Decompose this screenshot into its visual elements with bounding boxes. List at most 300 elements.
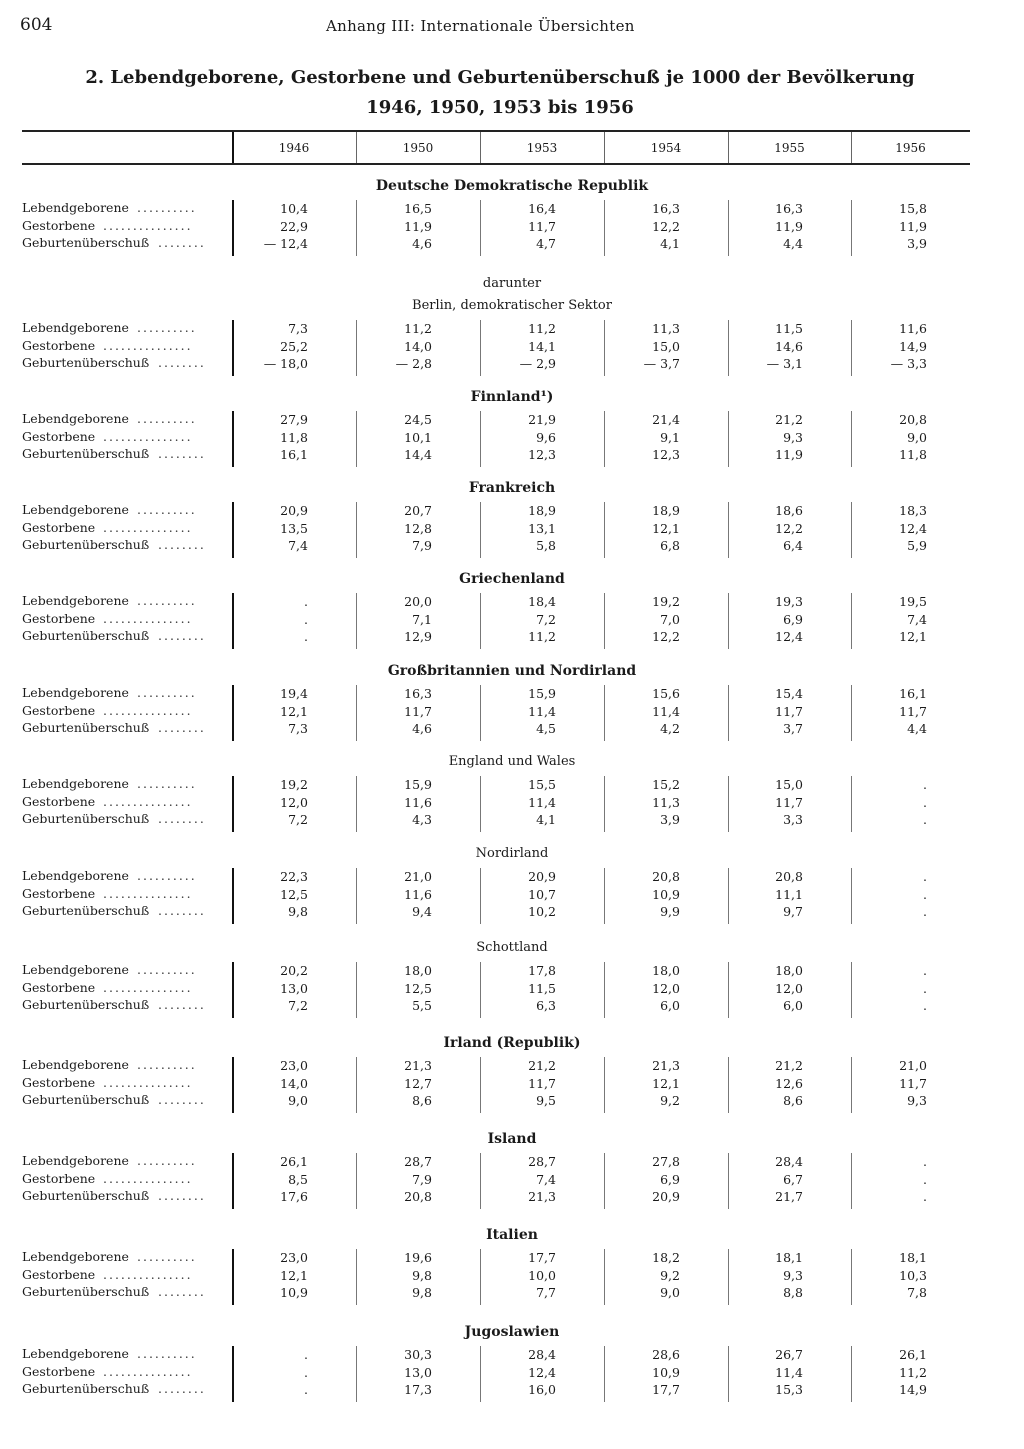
row-label: Geburtenüberschuß — [22, 997, 150, 1012]
leader-dots: .......... — [137, 1346, 197, 1361]
table-cell: 10,0 — [528, 1267, 556, 1283]
table-cell: — 2,9 — [519, 356, 556, 371]
table-cell: 20,8 — [652, 869, 680, 884]
table-cell: 7,1 — [412, 611, 432, 627]
data-block — [0, 1249, 1024, 1306]
table-cell: 26,1 — [280, 1154, 308, 1169]
table-cell: 14,9 — [899, 1382, 927, 1397]
table-cell: — 18,0 — [263, 356, 308, 371]
table-cell: 21,3 — [652, 1058, 680, 1073]
table-cell: 4,1 — [660, 236, 680, 251]
table-cell: 28,6 — [652, 1347, 680, 1362]
table-cell: 4,7 — [536, 236, 556, 251]
table-cell: 24,5 — [404, 412, 432, 427]
table-cell: . — [923, 1154, 927, 1169]
table-cell: 9,5 — [536, 1093, 556, 1108]
section-title: Schottland — [476, 940, 548, 955]
table-cell: . — [923, 998, 927, 1013]
table-cell: 18,1 — [775, 1250, 803, 1265]
table-cell: 12,4 — [899, 520, 927, 536]
leader-dots: ........ — [158, 537, 206, 552]
table-cell: 26,1 — [899, 1347, 927, 1362]
table-cell: 28,4 — [528, 1347, 556, 1362]
table-cell: 4,2 — [660, 721, 680, 736]
table-cell: 12,7 — [404, 1075, 432, 1091]
table-cell: 11,3 — [652, 794, 680, 810]
table-cell: 18,2 — [652, 1250, 680, 1265]
table-cell: . — [304, 611, 308, 627]
leader-dots: ............... — [103, 610, 193, 626]
table-cell: 12,4 — [775, 629, 803, 644]
row-label: Geburtenüberschuß — [22, 903, 150, 918]
table-cell: 23,0 — [280, 1250, 308, 1265]
table-cell: 11,2 — [528, 629, 556, 644]
data-block — [0, 320, 1024, 377]
table-cell: 11,9 — [404, 218, 432, 234]
table-cell: 20,9 — [280, 503, 308, 518]
table-cell: 20,2 — [280, 963, 308, 978]
table-cell: 12,2 — [775, 520, 803, 536]
data-block — [0, 502, 1024, 559]
table-cell: 20,8 — [899, 412, 927, 427]
leader-dots: .......... — [137, 593, 197, 608]
row-label: Geburtenüberschuß — [22, 1092, 150, 1107]
table-cell: 10,9 — [652, 886, 680, 902]
table-cell: 16,3 — [652, 201, 680, 216]
table-cell: 19,2 — [280, 777, 308, 792]
table-cell: 20,9 — [652, 1189, 680, 1204]
table-cell: 6,8 — [660, 538, 680, 553]
leader-dots: .......... — [137, 502, 197, 517]
table-cell: 4,4 — [907, 721, 927, 736]
year-header-1946: 1946 — [278, 141, 310, 155]
row-label: Gestorbene — [22, 793, 96, 809]
leader-dots: ........ — [158, 811, 206, 826]
table-cell: 19,4 — [280, 686, 308, 701]
row-label: Geburtenüberschuß — [22, 1381, 150, 1396]
table-cell: 15,4 — [775, 686, 803, 701]
table-cell: 21,9 — [528, 412, 556, 427]
table-cell: 4,1 — [536, 812, 556, 827]
table-cell: 9,7 — [783, 904, 803, 919]
table-cell: 5,8 — [536, 538, 556, 553]
table-cell: 20,7 — [404, 503, 432, 518]
table-cell: 3,7 — [783, 721, 803, 736]
leader-dots: ............... — [103, 1170, 193, 1186]
leader-dots: ........ — [158, 355, 206, 370]
running-title: Anhang III: Internationale Übersichten — [326, 17, 635, 35]
table-cell: 18,6 — [775, 503, 803, 518]
table-title: 2. Lebendgeborene, Gestorbene und Geburtenüberschuß je 1000 der Bevölkerung — [85, 67, 915, 88]
row-label: Gestorbene — [22, 1074, 96, 1090]
section-title: England und Wales — [448, 754, 576, 769]
table-cell: 16,5 — [404, 201, 432, 216]
table-cell: 13,0 — [404, 1364, 432, 1380]
table-cell: 7,3 — [288, 321, 308, 336]
table-cell: 11,7 — [899, 703, 927, 719]
leader-dots: ........ — [158, 1092, 206, 1107]
table-cell: 4,4 — [783, 236, 803, 251]
row-label: Geburtenüberschuß — [22, 235, 150, 250]
table-cell: 19,6 — [404, 1250, 432, 1265]
table-cell: 15,3 — [775, 1382, 803, 1397]
row-label: Gestorbene — [22, 1170, 96, 1186]
table-cell: 11,8 — [280, 429, 308, 445]
data-block — [0, 776, 1024, 833]
table-cell: . — [923, 1189, 927, 1204]
table-cell: 15,2 — [652, 777, 680, 792]
table-cell: 27,8 — [652, 1154, 680, 1169]
leader-dots: ........ — [158, 997, 206, 1012]
table-cell: 6,9 — [783, 611, 803, 627]
table-cell: 3,9 — [907, 236, 927, 251]
row-label: Lebendgeborene — [22, 411, 129, 426]
data-block — [0, 962, 1024, 1019]
section-subtitle: Berlin, demokratischer Sektor — [412, 298, 612, 313]
table-cell: 9,2 — [660, 1093, 680, 1108]
row-label: Lebendgeborene — [22, 685, 129, 700]
table-cell: 19,2 — [652, 594, 680, 609]
leader-dots: ........ — [158, 1381, 206, 1396]
table-cell: 22,9 — [280, 218, 308, 234]
section-title: Irland (Republik) — [443, 1035, 581, 1051]
leader-dots: ............... — [103, 337, 193, 353]
row-label: Gestorbene — [22, 979, 96, 995]
table-cell: 7,4 — [907, 611, 927, 627]
row-label: Lebendgeborene — [22, 320, 129, 335]
leader-dots: ........ — [158, 628, 206, 643]
section-title: Finnland¹) — [470, 389, 554, 405]
table-cell: 14,6 — [775, 338, 803, 354]
table-cell: 18,1 — [899, 1250, 927, 1265]
table-cell: 15,8 — [899, 201, 927, 216]
table-cell: 27,9 — [280, 412, 308, 427]
table-cell: 12,1 — [899, 629, 927, 644]
table-cell: 12,0 — [652, 980, 680, 996]
table-cell: 17,3 — [404, 1382, 432, 1397]
data-block — [0, 1057, 1024, 1114]
table-cell: 8,5 — [288, 1171, 308, 1187]
table-cell: 11,2 — [528, 321, 556, 336]
table-cell: 9,0 — [288, 1093, 308, 1108]
table-cell: 16,4 — [528, 201, 556, 216]
row-label: Geburtenüberschuß — [22, 1284, 150, 1299]
leader-dots: ........ — [158, 903, 206, 918]
row-label: Lebendgeborene — [22, 593, 129, 608]
table-cell: 7,2 — [536, 611, 556, 627]
row-label: Geburtenüberschuß — [22, 811, 150, 826]
table-cell: 12,2 — [652, 629, 680, 644]
table-cell: 21,0 — [404, 869, 432, 884]
table-cell: 8,6 — [412, 1093, 432, 1108]
table-cell: . — [923, 794, 927, 810]
table-cell: 11,4 — [652, 703, 680, 719]
table-cell: 13,0 — [280, 980, 308, 996]
table-cell: — 2,8 — [395, 356, 432, 371]
table-cell: 12,3 — [652, 447, 680, 462]
table-cell: 16,1 — [899, 686, 927, 701]
table-cell: 5,9 — [907, 538, 927, 553]
leader-dots: .......... — [137, 868, 197, 883]
page-number: 604 — [20, 15, 53, 35]
table-cell: . — [923, 980, 927, 996]
table-cell: 9,3 — [783, 429, 803, 445]
table-cell: 13,5 — [280, 520, 308, 536]
table-cell: . — [304, 1347, 308, 1362]
table-cell: 21,3 — [404, 1058, 432, 1073]
table-cell: . — [304, 1364, 308, 1380]
leader-dots: ............... — [103, 217, 193, 233]
table-cell: 7,2 — [288, 998, 308, 1013]
table-cell: 7,0 — [660, 611, 680, 627]
table-cell: . — [304, 594, 308, 609]
row-label: Lebendgeborene — [22, 200, 129, 215]
table-cell: 11,6 — [404, 794, 432, 810]
row-label: Gestorbene — [22, 885, 96, 901]
table-cell: 11,7 — [404, 703, 432, 719]
table-cell: . — [923, 812, 927, 827]
table-cell: 12,1 — [280, 703, 308, 719]
table-cell: 20,8 — [775, 869, 803, 884]
table-cell: 21,4 — [652, 412, 680, 427]
data-block — [0, 685, 1024, 742]
table-cell: 6,4 — [783, 538, 803, 553]
table-cell: 12,5 — [404, 980, 432, 996]
row-label: Lebendgeborene — [22, 1249, 129, 1264]
section-title: Italien — [486, 1227, 538, 1243]
table-cell: 7,7 — [536, 1285, 556, 1300]
table-cell: 4,6 — [412, 236, 432, 251]
table-cell: 11,7 — [775, 794, 803, 810]
table-cell: 9,8 — [288, 904, 308, 919]
table-cell: 8,8 — [783, 1285, 803, 1300]
leader-dots: ............... — [103, 1363, 193, 1379]
table-cell: 11,4 — [528, 794, 556, 810]
table-cell: 12,1 — [280, 1267, 308, 1283]
leader-dots: .......... — [137, 776, 197, 791]
table-cell: 26,7 — [775, 1347, 803, 1362]
table-cell: — 3,7 — [643, 356, 680, 371]
table-cell: 7,4 — [536, 1171, 556, 1187]
table-cell: 11,9 — [775, 447, 803, 462]
row-label: Lebendgeborene — [22, 1346, 129, 1361]
table-cell: 9,4 — [412, 904, 432, 919]
data-block — [0, 1346, 1024, 1403]
table-cell: 21,2 — [528, 1058, 556, 1073]
data-block — [0, 868, 1024, 925]
table-cell: 11,1 — [775, 886, 803, 902]
section-title: darunter — [482, 276, 542, 291]
table-cell: 11,8 — [899, 447, 927, 462]
section-title: Deutsche Demokratische Republik — [375, 178, 649, 194]
table-cell: 3,3 — [783, 812, 803, 827]
table-cell: 12,0 — [280, 794, 308, 810]
table-cell: 28,7 — [404, 1154, 432, 1169]
row-label: Gestorbene — [22, 519, 96, 535]
table-cell: . — [923, 777, 927, 792]
row-label: Gestorbene — [22, 702, 96, 718]
table-cell: 11,9 — [899, 218, 927, 234]
table-cell: 20,8 — [404, 1189, 432, 1204]
year-header-1955: 1955 — [774, 141, 805, 155]
table-cell: . — [304, 629, 308, 644]
table-cell: 20,9 — [528, 869, 556, 884]
table-cell: 21,2 — [775, 1058, 803, 1073]
table-cell: — 3,1 — [766, 356, 803, 371]
table-cell: 6,0 — [783, 998, 803, 1013]
table-cell: 14,0 — [404, 338, 432, 354]
section-title: Island — [487, 1131, 537, 1147]
leader-dots: ............... — [103, 519, 193, 535]
table-cell: 9,3 — [783, 1267, 803, 1283]
leader-dots: ............... — [103, 1266, 193, 1282]
table-cell: 9,8 — [412, 1285, 432, 1300]
table-cell: 18,9 — [528, 503, 556, 518]
data-block — [0, 593, 1024, 650]
table-cell: 14,0 — [280, 1075, 308, 1091]
table-cell: 21,2 — [775, 412, 803, 427]
year-header-1950: 1950 — [402, 141, 434, 155]
table-cell: 10,9 — [652, 1364, 680, 1380]
table-cell: 12,3 — [528, 447, 556, 462]
table-cell: 11,6 — [899, 321, 927, 336]
table-cell: 14,9 — [899, 338, 927, 354]
table-cell: 11,7 — [775, 703, 803, 719]
table-cell: 12,0 — [775, 980, 803, 996]
row-label: Lebendgeborene — [22, 962, 129, 977]
row-label: Gestorbene — [22, 337, 96, 353]
row-label: Gestorbene — [22, 428, 96, 444]
table-cell: 10,9 — [280, 1285, 308, 1300]
table-cell: 10,3 — [899, 1267, 927, 1283]
year-header-1956: 1956 — [895, 141, 926, 155]
table-cell: 7,3 — [288, 721, 308, 736]
table-cell: 15,6 — [652, 686, 680, 701]
table-cell: 18,0 — [775, 963, 803, 978]
leader-dots: ............... — [103, 885, 193, 901]
table-cell: 18,0 — [652, 963, 680, 978]
table-cell: 9,3 — [907, 1093, 927, 1108]
table-cell: 8,6 — [783, 1093, 803, 1108]
table-cell: 12,1 — [652, 520, 680, 536]
table-cell: 9,9 — [660, 904, 680, 919]
table-cell: 6,9 — [660, 1171, 680, 1187]
leader-dots: ............... — [103, 1074, 193, 1090]
table-cell: 11,3 — [652, 321, 680, 336]
table-cell: 10,4 — [280, 201, 308, 216]
table-cell: 9,0 — [660, 1285, 680, 1300]
leader-dots: ............... — [103, 793, 193, 809]
table-cell: . — [923, 1171, 927, 1187]
table-cell: 21,0 — [899, 1058, 927, 1073]
table-cell: 15,5 — [528, 777, 556, 792]
table-cell: 20,0 — [404, 594, 432, 609]
table-cell: 3,9 — [660, 812, 680, 827]
row-label: Gestorbene — [22, 217, 96, 233]
data-block — [0, 411, 1024, 468]
row-label: Lebendgeborene — [22, 1057, 129, 1072]
table-cell: 30,3 — [404, 1347, 432, 1362]
table-cell: . — [923, 886, 927, 902]
table-cell: 17,6 — [280, 1189, 308, 1204]
table-cell: 5,5 — [412, 998, 432, 1013]
table-cell: 11,4 — [528, 703, 556, 719]
table-cell: 9,1 — [660, 429, 680, 445]
row-label: Lebendgeborene — [22, 1153, 129, 1168]
table-cell: 11,4 — [775, 1364, 803, 1380]
table-cell: 18,4 — [528, 594, 556, 609]
table-cell: 15,9 — [528, 686, 556, 701]
section-title: Nordirland — [475, 846, 549, 861]
table-cell: 11,2 — [404, 321, 432, 336]
row-label: Geburtenüberschuß — [22, 446, 150, 461]
leader-dots: .......... — [137, 1057, 197, 1072]
table-cell: 12,1 — [652, 1075, 680, 1091]
table-cell: 14,4 — [404, 447, 432, 462]
table-cell: 18,9 — [652, 503, 680, 518]
leader-dots: ........ — [158, 235, 206, 250]
table-cell: 11,6 — [404, 886, 432, 902]
table-subtitle: 1946, 1950, 1953 bis 1956 — [366, 97, 634, 118]
leader-dots: .......... — [137, 1153, 197, 1168]
leader-dots: ............... — [103, 979, 193, 995]
table-cell: 21,3 — [528, 1189, 556, 1204]
leader-dots: ........ — [158, 446, 206, 461]
table-cell: 18,0 — [404, 963, 432, 978]
row-label: Geburtenüberschuß — [22, 1188, 150, 1203]
table-cell: 19,3 — [775, 594, 803, 609]
leader-dots: .......... — [137, 320, 197, 335]
row-label: Lebendgeborene — [22, 868, 129, 883]
data-block — [0, 200, 1024, 257]
section-title: Jugoslawien — [464, 1324, 560, 1340]
leader-dots: ............... — [103, 702, 193, 718]
section-title: Griechenland — [459, 571, 565, 587]
leader-dots: .......... — [137, 200, 197, 215]
leader-dots: ........ — [158, 1284, 206, 1299]
table-cell: 7,8 — [907, 1285, 927, 1300]
table-cell: 11,5 — [775, 321, 803, 336]
table-cell: 6,3 — [536, 998, 556, 1013]
table-cell: 18,3 — [899, 503, 927, 518]
table-cell: 4,3 — [412, 812, 432, 827]
data-block — [0, 1153, 1024, 1210]
row-label: Gestorbene — [22, 610, 96, 626]
leader-dots: ............... — [103, 428, 193, 444]
table-cell: 15,0 — [652, 338, 680, 354]
table-cell: . — [923, 869, 927, 884]
row-label: Geburtenüberschuß — [22, 720, 150, 735]
table-cell: 11,2 — [899, 1364, 927, 1380]
table-cell: . — [304, 1382, 308, 1397]
table-cell: 10,2 — [528, 904, 556, 919]
table-cell: 11,9 — [775, 218, 803, 234]
table-cell: 12,8 — [404, 520, 432, 536]
table-cell: 7,4 — [288, 538, 308, 553]
row-label: Gestorbene — [22, 1363, 96, 1379]
table-cell: 22,3 — [280, 869, 308, 884]
table-cell: 28,4 — [775, 1154, 803, 1169]
table-cell: 19,5 — [899, 594, 927, 609]
table-cell: 4,5 — [536, 721, 556, 736]
leader-dots: ........ — [158, 1188, 206, 1203]
table-cell: — 3,3 — [890, 356, 927, 371]
table-cell: 9,6 — [536, 429, 556, 445]
table-cell: 16,3 — [775, 201, 803, 216]
table-cell: 21,7 — [775, 1189, 803, 1204]
table-cell: 28,7 — [528, 1154, 556, 1169]
table-cell: 6,7 — [783, 1171, 803, 1187]
